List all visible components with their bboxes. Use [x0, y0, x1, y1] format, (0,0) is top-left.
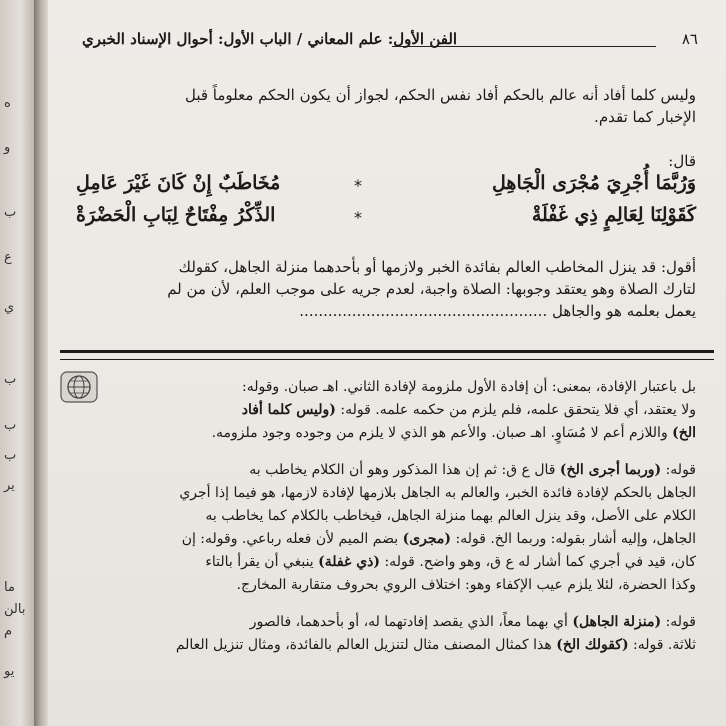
- paragraph-gap: [78, 445, 696, 459]
- text-line: يعمل بعلمه هو والجاهل ....................................................: [299, 302, 696, 320]
- text-run: ثلاثة. قوله:: [628, 637, 696, 653]
- hemistich-separator: *: [354, 208, 362, 227]
- text-line: [78, 634, 696, 657]
- paragraph-gap: [78, 597, 696, 611]
- edge-fragment: م: [4, 624, 13, 639]
- lemma: (مجرى): [402, 531, 452, 547]
- text-line: الإخبار كما تقدم.: [594, 108, 696, 126]
- verse-intro: قال:: [668, 152, 696, 170]
- edge-fragment: بالن: [4, 602, 26, 617]
- text-run: واللازم أعم لا مُسَاوٍ. اهـ صبان. والأعم هو الذي لا يلزم من وجوده وجود ملزومه.: [211, 425, 673, 441]
- text-run: قوله:: [661, 614, 696, 630]
- book-gutter: [34, 0, 48, 726]
- text-line: لتارك الصلاة وهو يعتقد وجوبها: الصلاة واجبة، لعدم جريه على موجب العلم، لأن من لم: [167, 280, 696, 298]
- text-run: بضم الميم لأن فعله رباعي. وقوله: إن: [181, 531, 403, 547]
- text-line: أقول: قد ينزل المخاطب العالم بفائدة الخبر ولازمها أو بأحدهما منزلة الجاهل، كقولك: [178, 258, 696, 276]
- running-title: الفن الأول: علم المعاني / الباب الأول: أحوال الإسناد الخبري: [82, 30, 458, 48]
- text-line: [78, 459, 696, 482]
- text-run: كان، قيد في أجري كما أشار له ع ق، وهو واضح. قوله:: [380, 554, 696, 570]
- verse-2-first-hemistich: كَقَوْلِنَا لِعَالِمٍ ذِي غَفْلَةْ: [531, 204, 696, 226]
- edge-fragment: ب: [4, 418, 17, 433]
- commentary-lines: [78, 422, 696, 657]
- globe-emblem-icon: [60, 366, 100, 406]
- lemma: الخ): [672, 425, 696, 441]
- adjacent-page-edge: [0, 0, 34, 726]
- verse-2-second-hemistich: الذِّكْرُ مِفْتَاحٌ لِبَابِ الْحَضْرَةْ: [76, 204, 276, 226]
- verse-1-first-hemistich: وَرُبَّمَا أُجْرِيَ مُجْرَى الْجَاهِلِ: [492, 172, 696, 194]
- lemma: (وليس كلما أفاد: [241, 402, 336, 418]
- edge-fragment: ب: [4, 448, 17, 463]
- main-paragraph-2: [78, 256, 696, 322]
- text-line: [78, 611, 696, 634]
- text-run: ولا يعتقد، أي فلا يتحقق علمه، فلم يلزم من حكمه علمه. قوله:: [335, 402, 696, 418]
- text-line: [78, 422, 696, 445]
- text-line: وكذا الحضرة، لئلا يلزم عيب الإكفاء وهو: اختلاف الروي بحروف متقاربة المخارج.: [236, 577, 696, 593]
- edge-fragment: ب: [4, 372, 17, 387]
- commentary-divider: [60, 350, 714, 360]
- hemistich-separator: *: [354, 176, 362, 195]
- edge-fragment: يو: [4, 664, 15, 679]
- text-line: [108, 399, 696, 422]
- edge-fragment: ير: [4, 478, 15, 493]
- edge-fragment: ب: [4, 205, 17, 220]
- text-run: قوله:: [661, 462, 696, 478]
- text-run: الجاهل، وإليه أشار بقوله: وربما الخ. قوله:: [451, 531, 696, 547]
- running-header: [82, 30, 698, 56]
- lemma: (كقولك الخ): [556, 637, 629, 653]
- text-run: أي بهما معاً، الذي يقصد إفادتهما له، أو بأحدهما، فالصور: [249, 614, 573, 630]
- text-line: بل باعتبار الإفادة، بمعنى: أن إفادة الأول ملزومة لإفادة الثاني. اهـ صبان. وقوله:: [241, 379, 696, 395]
- lemma: (منزلة الجاهل): [572, 614, 662, 630]
- edge-fragment: ه: [4, 96, 11, 111]
- page-number: ٨٦: [681, 30, 698, 48]
- edge-fragment: ما: [4, 580, 15, 595]
- edge-fragment: و: [4, 140, 11, 155]
- text-line: [78, 528, 696, 551]
- book-page: [48, 0, 726, 726]
- text-run: قال ع ق: ثم إن هذا المذكور وهو أن الكلام يخاطب به: [249, 462, 560, 478]
- verse-1-second-hemistich: مُخَاطَبٌ إِنْ كَانَ غَيْرَ عَامِلِ: [76, 172, 281, 194]
- text-line: الكلام على الأصل، وقد ينزل العالم بهما منزلة الجاهل، فيخاطب بالكلام كما يخاطب به: [205, 508, 696, 524]
- lemma: (وربما أجرى الخ): [559, 462, 662, 478]
- main-paragraph-1: [78, 84, 696, 128]
- commentary-lines-top: [108, 376, 696, 422]
- text-line: الجاهل بالحكم لإفادة فائدة الخبر، والعالم به الجاهل بلازمها لإفادة لازمها، هو فيما إذا أجري: [179, 485, 696, 501]
- text-line: [78, 551, 696, 574]
- text-run: هذا كمثال المصنف مثال لتنزيل العالم بالفائدة، ومثال تنزيل العالم: [175, 637, 557, 653]
- edge-fragment: ي: [4, 300, 15, 315]
- edge-fragment: ع: [4, 250, 12, 265]
- text-run: ينبغي أن يقرأ بالتاء: [205, 554, 319, 570]
- lemma: (ذي غفلة): [318, 554, 381, 570]
- text-line: وليس كلما أفاد أنه عالم بالحكم أفاد نفس الحكم، لجواز أن يكون الحكم معلوماً قبل: [184, 86, 696, 104]
